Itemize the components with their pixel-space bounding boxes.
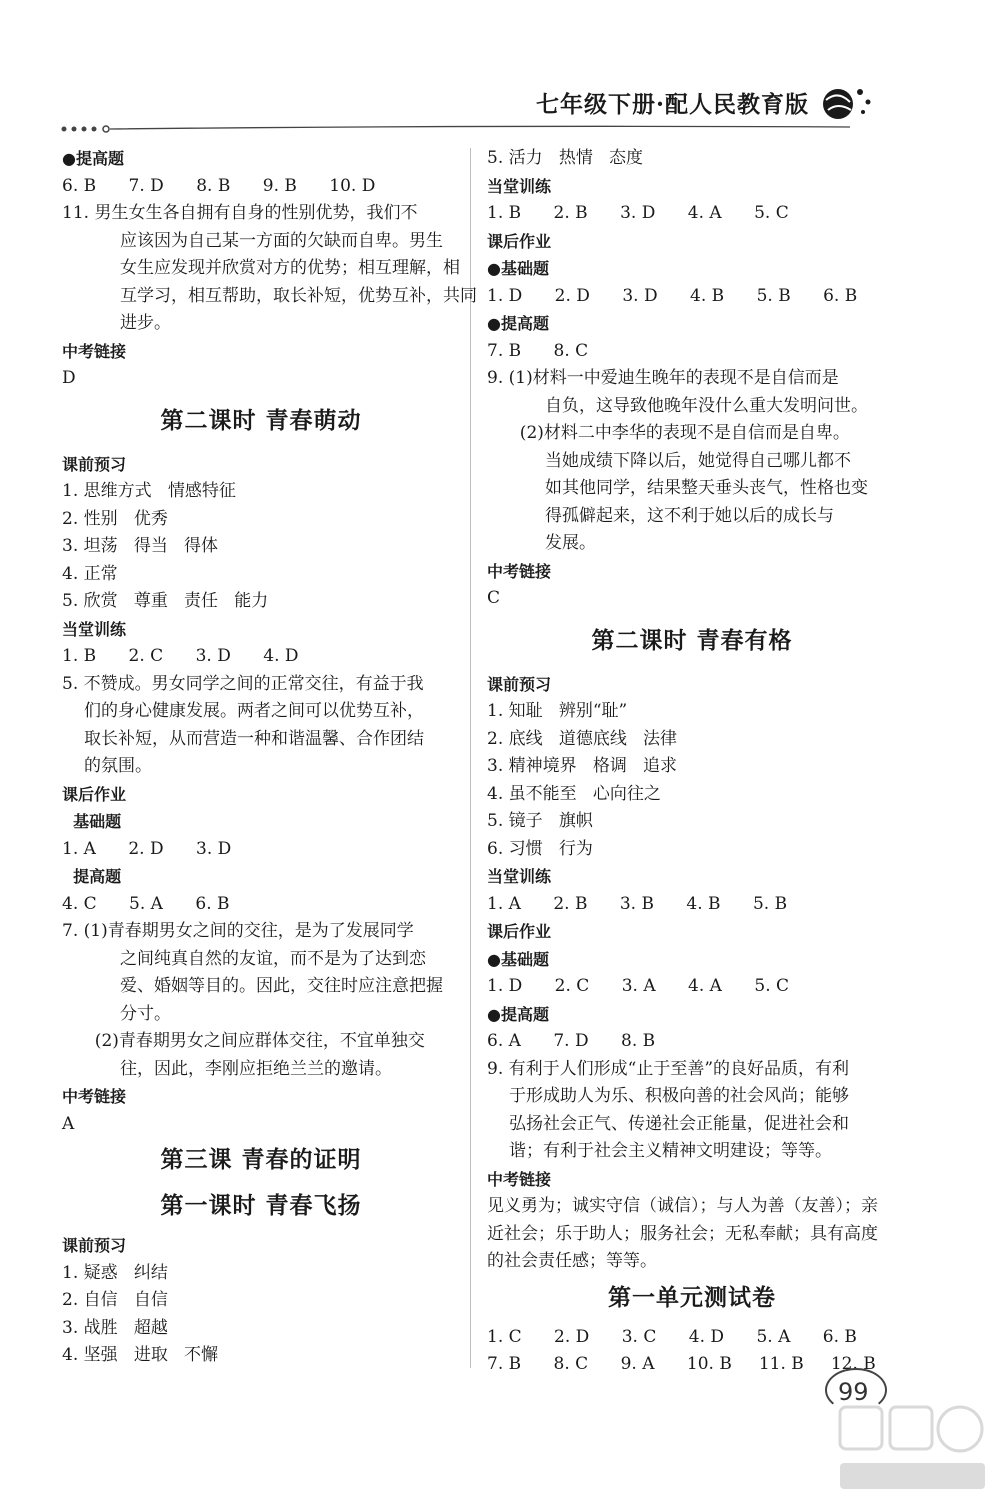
page-number: 99 <box>838 1378 869 1406</box>
section-heading: 第三课 青春的证明 <box>160 1146 362 1173</box>
answer-line: 4. C 5. A 6. B <box>62 893 230 914</box>
subsection-label: ●基础题 <box>487 949 549 969</box>
subsection-label: ●提高题 <box>62 149 124 168</box>
answer-line: 谐；有利于社会主义精神文明建设；等等。 <box>509 1141 832 1161</box>
answer-line: 7. (1)青春期男女之间的交往，是为了发展同学 <box>62 921 414 941</box>
section-heading: 第一课时 青春飞扬 <box>160 1192 362 1219</box>
subsection-label: ●提高题 <box>487 1004 549 1024</box>
header-divider <box>60 122 860 136</box>
right-column <box>487 145 897 1379</box>
section-heading: 第二课时 青春有格 <box>591 626 793 654</box>
column-divider <box>470 148 471 1368</box>
answer-line: 5. 镜子 旗帜 <box>487 811 593 831</box>
answer-line: C <box>487 588 501 608</box>
subsection-label: 当堂训练 <box>487 176 552 196</box>
answer-line: 2. 自信 自信 <box>62 1290 168 1310</box>
answer-line: (2)材料二中李华的表现不是自信而是自卑。 <box>509 423 850 443</box>
answer-line: 发展。 <box>545 533 596 553</box>
section-heading: 第二课时 青春萌动 <box>160 406 362 434</box>
answer-line: 5. 不赞成。男女同学之间的正常交往，有益于我 <box>62 673 424 694</box>
answer-line: 7. B 8. C 9. A 10. B 11. B 12. B <box>487 1354 876 1374</box>
answer-line: 3. 战胜 超越 <box>62 1317 168 1338</box>
answer-line: 分寸。 <box>120 1003 171 1024</box>
subsection-label: 提高题 <box>62 867 122 886</box>
ball-logo-icon <box>818 80 878 126</box>
answer-line: 9. 有利于人们形成“止于至善”的良好品质，有利 <box>487 1058 850 1079</box>
answer-line: 的氛围。 <box>84 756 152 776</box>
answer-line: (2)青春期男女之间应群体交往，不宜单独交 <box>84 1031 425 1051</box>
subsection-label: 中考链接 <box>62 1087 127 1106</box>
answer-line: 弘扬社会正气、传递社会正能量，促进社会和 <box>509 1113 849 1134</box>
answer-line: 们的身心健康发展。两者之间可以优势互补， <box>84 701 424 721</box>
answer-line: 1. B 2. C 3. D 4. D <box>62 646 299 666</box>
subsection-label: 当堂训练 <box>487 867 552 886</box>
subsection-label: ●基础题 <box>487 259 549 278</box>
answer-line: 当她成绩下降以后，她觉得自己哪儿都不 <box>545 450 851 471</box>
answer-line: 6. A 7. D 8. B <box>487 1031 656 1051</box>
subsection-label: 课后作业 <box>487 231 552 251</box>
answer-line: 于形成助人为乐、积极向善的社会风尚；能够 <box>509 1086 849 1106</box>
answer-line: 1. 思维方式 情感特征 <box>62 481 236 501</box>
answer-line: 爱、婚姻等目的。因此，交往时应注意把握 <box>120 976 443 996</box>
answer-line: 9. (1)材料一中爱迪生晚年的表现不是自信而是 <box>487 368 839 388</box>
subsection-label: 课前预习 <box>62 1236 127 1255</box>
answer-line: 1. A 2. B 3. B 4. B 5. B <box>487 893 788 914</box>
answer-line: 见义勇为；诚实守信（诚信）；与人为善（友善）；亲 <box>487 1196 878 1216</box>
answer-line: 互学习，相互帮助，取长补短，优势互补，共同 <box>120 285 477 306</box>
answer-line: 2. 性别 优秀 <box>62 508 168 529</box>
answer-line: 的社会责任感；等等。 <box>487 1251 657 1271</box>
answer-line: 4. 坚强 进取 不懈 <box>62 1345 219 1365</box>
answer-line: 1. D 2. D 3. D 4. B 5. B 6. B <box>487 285 858 306</box>
answer-line: 如其他同学，结果整天垂头丧气，性格也变 <box>545 478 868 498</box>
answer-line: 1. 疑惑 纠结 <box>62 1262 168 1283</box>
answer-line: 自负，这导致他晚年没什么重大发明问世。 <box>545 395 868 416</box>
answer-line: 4. 正常 <box>62 563 118 584</box>
answer-line: 女生应发现并欣赏对方的优势；相互理解，相 <box>120 258 460 278</box>
answer-line: D <box>62 368 76 388</box>
answer-line: 3. 精神境界 格调 追求 <box>487 756 678 776</box>
answer-line: 4. 虽不能至 心向往之 <box>487 783 661 804</box>
answer-line: 之间纯真自然的友谊，而不是为了达到恋 <box>120 948 426 969</box>
subsection-label: 中考链接 <box>62 341 127 361</box>
answer-line: 取长补短，从而营造一种和谐温馨、合作团结 <box>84 728 424 749</box>
answer-line: 1. B 2. B 3. D 4. A 5. C <box>487 203 789 223</box>
subsection-label: 中考链接 <box>487 561 552 581</box>
section-heading: 第一单元测试卷 <box>608 1283 776 1311</box>
subsection-label: 课后作业 <box>487 922 552 941</box>
answer-line: 5. 欣赏 尊重 责任 能力 <box>62 591 269 611</box>
answer-line: 11. 男生女生各自拥有自身的性别优势，我们不 <box>62 203 418 223</box>
answer-line: 近社会；乐于助人；服务社会；无私奉献；具有高度 <box>487 1223 878 1244</box>
answer-line: 往，因此，李刚应拒绝兰兰的邀请。 <box>120 1058 392 1079</box>
answer-line: 5. 活力 热情 态度 <box>487 148 644 168</box>
subsection-label: 课前预习 <box>487 674 552 694</box>
subsection-label: 课后作业 <box>62 784 127 804</box>
answer-line: 进步。 <box>120 313 171 333</box>
answer-line: 6. 习惯 行为 <box>487 838 593 859</box>
answer-line: 6. B 7. D 8. B 9. B 10. D <box>62 175 376 196</box>
subsection-label: 基础题 <box>62 812 122 831</box>
subsection-label: 中考链接 <box>487 1169 552 1189</box>
answer-line: 1. A 2. D 3. D <box>62 838 232 859</box>
header-title: 七年级下册·配人民教育版 <box>536 91 810 118</box>
answer-line: 1. D 2. C 3. A 4. A 5. C <box>487 976 790 996</box>
answer-line: 2. 底线 道德底线 法律 <box>487 728 678 749</box>
left-column <box>62 145 477 1370</box>
answer-line: 7. B 8. C <box>487 340 589 361</box>
subsection-label: ●提高题 <box>487 314 549 333</box>
answer-line: 1. 知耻 辨别“耻” <box>487 701 628 721</box>
answer-line: 应该因为自己某一方面的欠缺而自卑。男生 <box>120 230 443 251</box>
subsection-label: 课前预习 <box>62 454 127 474</box>
answer-line: 1. C 2. D 3. C 4. D 5. A 6. B <box>487 1326 857 1347</box>
answer-line: 3. 坦荡 得当 得体 <box>62 536 219 556</box>
answer-line: A <box>62 1113 75 1134</box>
watermark-logo-icon <box>830 1395 995 1500</box>
answer-line: 得孤僻起来，这不利于她以后的成长与 <box>545 505 834 526</box>
subsection-label: 当堂训练 <box>62 619 127 639</box>
